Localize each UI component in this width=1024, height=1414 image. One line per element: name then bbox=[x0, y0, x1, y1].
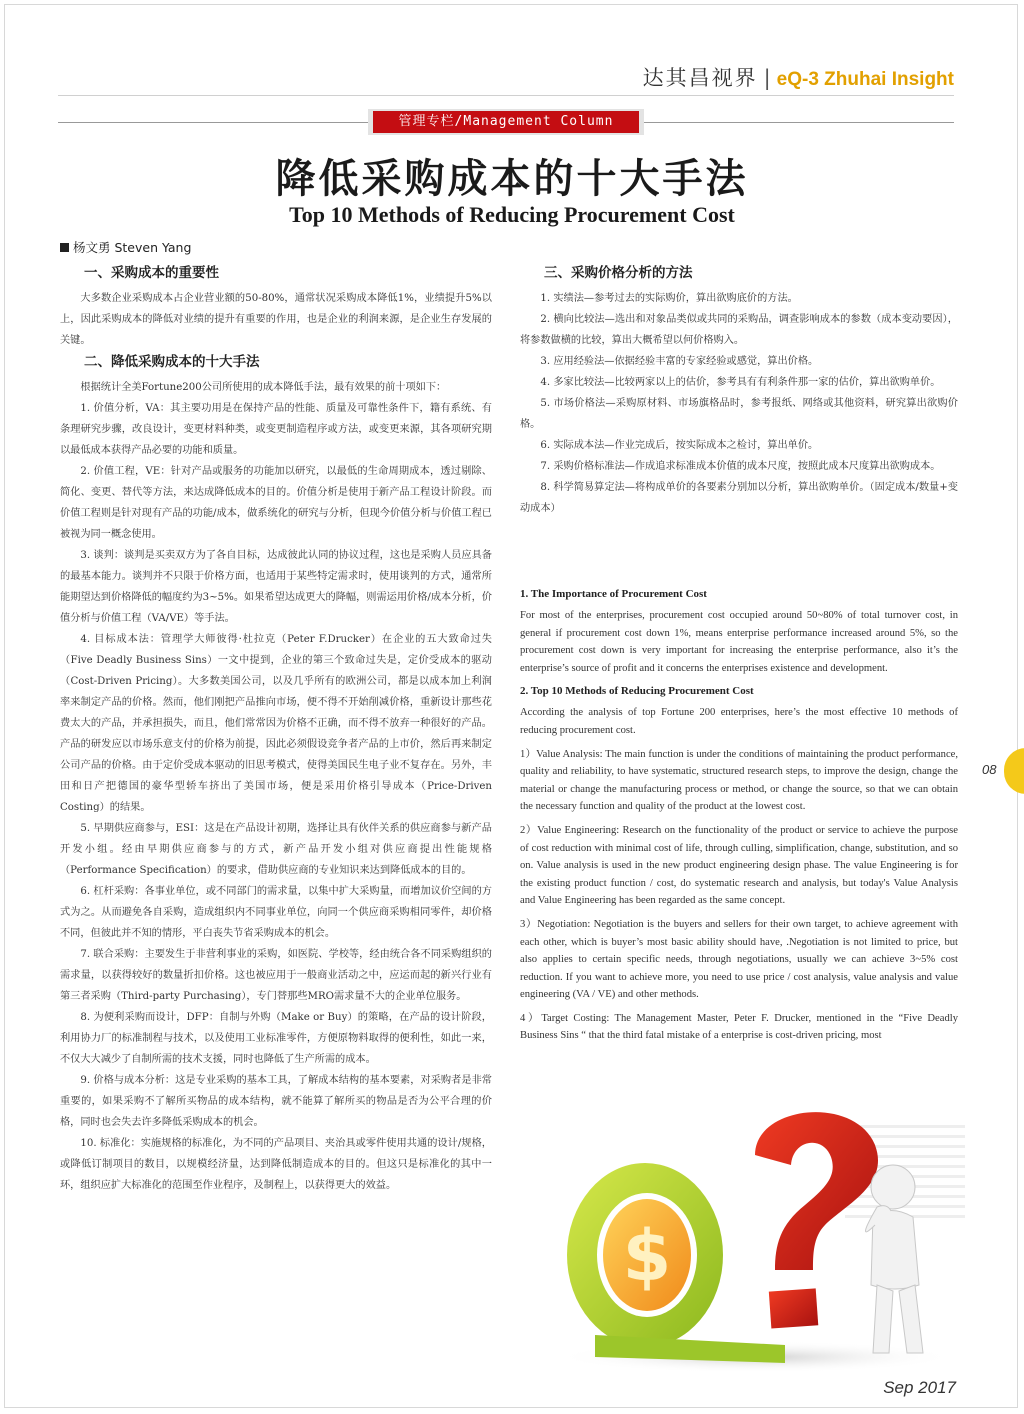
brand-name-en: eQ-3 Zhuhai Insight bbox=[776, 69, 954, 90]
page-number: 08 bbox=[982, 762, 997, 777]
section-heading-3: 三、采购价格分析的方法 bbox=[544, 265, 693, 281]
dollar-question-mark-illustration bbox=[555, 1095, 975, 1375]
column-tag-label: 管理专栏/Management Column bbox=[373, 111, 639, 133]
english-paragraph: For most of the enterprises, procurement cost occupied around 50~80% of total turnover cost, in general if procurement cost down 1%, means enterprise performance increased around 5%, so the procurement cost down is very important for increasing the enterprise performance, also it’s the enterprise’s source of profit and it concerns the enterprises existence and development. bbox=[520, 610, 958, 674]
list-item: 10. 标准化：实施规格的标准化，为不同的产品项目、夹治具或零件使用共通的设计/规格，或降低订制项目的数目，以规模经济量，达到降低制造成本的目的。但这只是标准化的其中一环，组织应扩大标准化的范围至作业程序，及制程上，以获得更大的效益。 bbox=[60, 1138, 492, 1191]
paragraph: 大多数企业采购成本占企业营业额的50-80%，通常状况采购成本降低1%，业绩提升5%以上，因此采购成本的降低对业绩的提升有重要的作用，也是企业的利润来源，是企业生存发展的关键。 bbox=[60, 293, 492, 346]
english-paragraph: 1）Value Analysis: The main function is under the conditions of maintaining the product performance, quality and reliability, to have systematic, structured research steps, to improve the design, change the material or change the manufacturing process or method, or change the source, so that we can obtain the necessary function and quality of the product at the lowest cost. bbox=[520, 748, 958, 813]
author-name: 杨文勇 Steven Yang bbox=[73, 240, 192, 255]
english-heading-1: 1. The Importance of Procurement Cost bbox=[520, 588, 707, 600]
brand-name-cn: 达其昌视界 bbox=[642, 66, 758, 90]
list-item: 5. 早期供应商参与，ESI：这是在产品设计初期，选择让具有伙伴关系的供应商参与新产品开发小组。经由早期供应商参与的方式，新产品开发小组对供应商提出性能规格（Performance Specification）的要求，借助供应商的专业知识来达到降低成本的目的。 bbox=[60, 823, 492, 876]
section-heading-2: 二、降低采购成本的十大手法 bbox=[84, 354, 260, 370]
section-heading-1: 一、采购成本的重要性 bbox=[84, 265, 219, 281]
english-paragraph: 3）Negotiation: Negotiation is the buyers and sellers for their own target, to achieve agreement with each other, which is buyer’s most basic ability should have, .Negotiation is not limited to price, but also applies to certain specific needs, through negotiations, usually we can achieve 3~5% cost reduction. If you want to achieve more, you need to use price / cost analysis, value analysis and value engineering (VA / VE) and other methods. bbox=[520, 918, 958, 1001]
list-item: 3. 谈判：谈判是买卖双方为了各自目标，达成彼此认同的协议过程，这也是采购人员应具备的最基本能力。谈判并不只限于价格方面，也适用于某些特定需求时，使用谈判的方式，通常所能期望达到价格降低的幅度约为3~5%。如果希望达成更大的降幅，则需运用价格/成本分析，价值分析与价值工程（VA/VE）等手法。 bbox=[60, 550, 492, 624]
header-divider bbox=[58, 95, 954, 96]
paragraph: 根据统计全美Fortune200公司所使用的成本降低手法，最有效果的前十项如下： bbox=[80, 382, 447, 393]
english-paragraph: According the analysis of top Fortune 200 enterprises, here’s the most effective 10 methods of reducing procurement cost. bbox=[520, 707, 958, 736]
list-item: 8. 为便利采购而设计，DFP：自制与外购（Make or Buy）的策略，在产品的设计阶段，利用协力厂的标准制程与技术，以及使用工业标准零件，方便原物料取得的便利性，如此一来，不仅大大减少了自制所需的技术支援，同时也降低了生产所需的成本。 bbox=[60, 1012, 492, 1065]
list-item: 6. 杠杆采购：各事业单位，或不同部门的需求量，以集中扩大采购量，而增加议价空间的方式为之。从而避免各自采购，造成组织内不同事业单位，向同一个供应商采购相同零件，却价格不同，但彼此并不知的情形，平白丧失节省采购成本的机会。 bbox=[60, 886, 492, 939]
thinking-figure-icon bbox=[865, 1165, 923, 1353]
brand-separator: | bbox=[763, 66, 771, 90]
square-bullet-icon bbox=[60, 243, 69, 252]
list-item: 5. 市场价格法—采购原材料、市场旗格品时，参考报纸、网络或其他资料，研究算出欲购价格。 bbox=[520, 398, 958, 430]
list-item: 1. 实绩法—参考过去的实际购价，算出欲购底价的方法。 bbox=[540, 293, 798, 304]
list-item: 6. 实际成本法—作业完成后，按实际成本之检讨，算出单价。 bbox=[540, 440, 819, 451]
svg-text:$: $ bbox=[622, 1215, 672, 1297]
list-item: 2. 横向比较法—选出和对象品类似或共同的采购品，调查影响成本的参数（成本变动要因），将参数做横的比较，算出大概希望以何价格购入。 bbox=[520, 314, 958, 346]
column-tag bbox=[368, 109, 644, 135]
english-section bbox=[520, 586, 958, 1051]
question-mark-icon bbox=[755, 1112, 878, 1328]
brand-header bbox=[643, 62, 954, 92]
left-column bbox=[60, 262, 492, 1196]
article-title-cn: 降低采购成本的十大手法 bbox=[275, 156, 749, 202]
list-item: 2. 价值工程，VE：针对产品或服务的功能加以研究，以最低的生命周期成本，透过剔除、简化、变更、替代等方法，来达成降低成本的目的。价值分析是使用于新产品工程设计阶段。而价值工程则是针对现有产品的功能/成本，做系统化的研究与分析，但现今价值分析与价值工程已被视为同一概念使用。 bbox=[60, 466, 492, 540]
list-item: 1. 价值分析，VA：其主要功用是在保持产品的性能、质量及可靠性条件下，籍有系统、有条理研究步骤，改良设计，变更材料种类，或变更制造程序或方法，或变更来源，其各项研究期以最低成本获得产品必要的功能和质量。 bbox=[60, 403, 492, 456]
issue-date: Sep 2017 bbox=[883, 1378, 956, 1397]
dollar-coin-icon bbox=[603, 1199, 691, 1311]
list-item: 3. 应用经验法—依据经验丰富的专家经验或感觉，算出价格。 bbox=[540, 356, 819, 367]
author-line bbox=[60, 238, 191, 256]
list-item: 7. 联合采购：主要发生于非营利事业的采购，如医院、学校等，经由统合各不同采购组织的需求量，以获得较好的数量折扣价格。这也被应用于一般商业活动之中，应运而起的新兴行业有第三者采购（Third-party Purchasing），专门替那些MRO需求量不大的企业单位服务。 bbox=[60, 949, 492, 1002]
english-paragraph: 2）Value Engineering: Research on the functionality of the product or service to achieve the purpose of cost reduction with minimal cost of life, through culling, simplification, change, substitution, and so on. Value analysis is used in the new product engineering design phase. The value Engineering is for the existing product function / cost, do systematic research and analysis, but today's Value Analysis and Value Engineering has been regarded as the same concept. bbox=[520, 824, 958, 907]
list-item: 7. 采购价格标准法—作成追求标准成本价值的成本尺度，按照此成本尺度算出欲购成本。 bbox=[540, 461, 941, 472]
list-item: 8. 科学简易算定法—将构成单价的各要素分别加以分析，算出欲购单价。（固定成本/数量+变动成本） bbox=[520, 482, 958, 514]
list-item: 9. 价格与成本分析：这是专业采购的基本工具，了解成本结构的基本要素，对采购者是非常重要的，如果采购不了解所买物品的成本结构，就不能算了解所买的物品是否为公平合理的价格，同时也会失去许多降低采购成本的机会。 bbox=[60, 1075, 492, 1128]
english-paragraph: 4）Target Costing: The Management Master, Peter F. Drucker, mentioned in the “Five Deadly Business Sins “ that the third fatal mistake of a enterprise is cost-driven pricing, most bbox=[520, 1012, 958, 1042]
list-item: 4. 目标成本法：管理学大师彼得·杜拉克（Peter F.Drucker）在企业的五大致命过失（Five Deadly Business Sins）一文中提到，企业的第三个致命过失是，定价受成本的驱动（Cost-Driven Pricing）。大多数美国公司，以及几乎所有的欧洲公司，都是以成本加上利润率来制定产品的价格。然而，他们刚把产品推向市场，便不得不开始削减价格，重新设计那些花费太大的产品，并承担损失，而且，他们常常因为价格不正确，而不得不放弃一种很好的产品。产品的研发应以市场乐意支付的价格为前提，因此必须假设竞争者产品的上市价，然后再来制定公司产品的价格。由于定价受成本驱动的旧思考模式，使得美国民生电子业不复存在。另外，丰田和日产把德国的豪华型轿车挤出了美国市场，便是采用价格引导成本（Price-Driven Costing）的结果。 bbox=[60, 634, 492, 813]
english-heading-2: 2. Top 10 Methods of Reducing Procurement Cost bbox=[520, 685, 754, 698]
right-column bbox=[520, 262, 958, 519]
article-title-en: Top 10 Methods of Reducing Procurement Cost bbox=[289, 202, 735, 227]
list-item: 4. 多家比较法—比较两家以上的估价，参考具有有利条件那一家的估价，算出欲购单价。 bbox=[540, 377, 941, 388]
